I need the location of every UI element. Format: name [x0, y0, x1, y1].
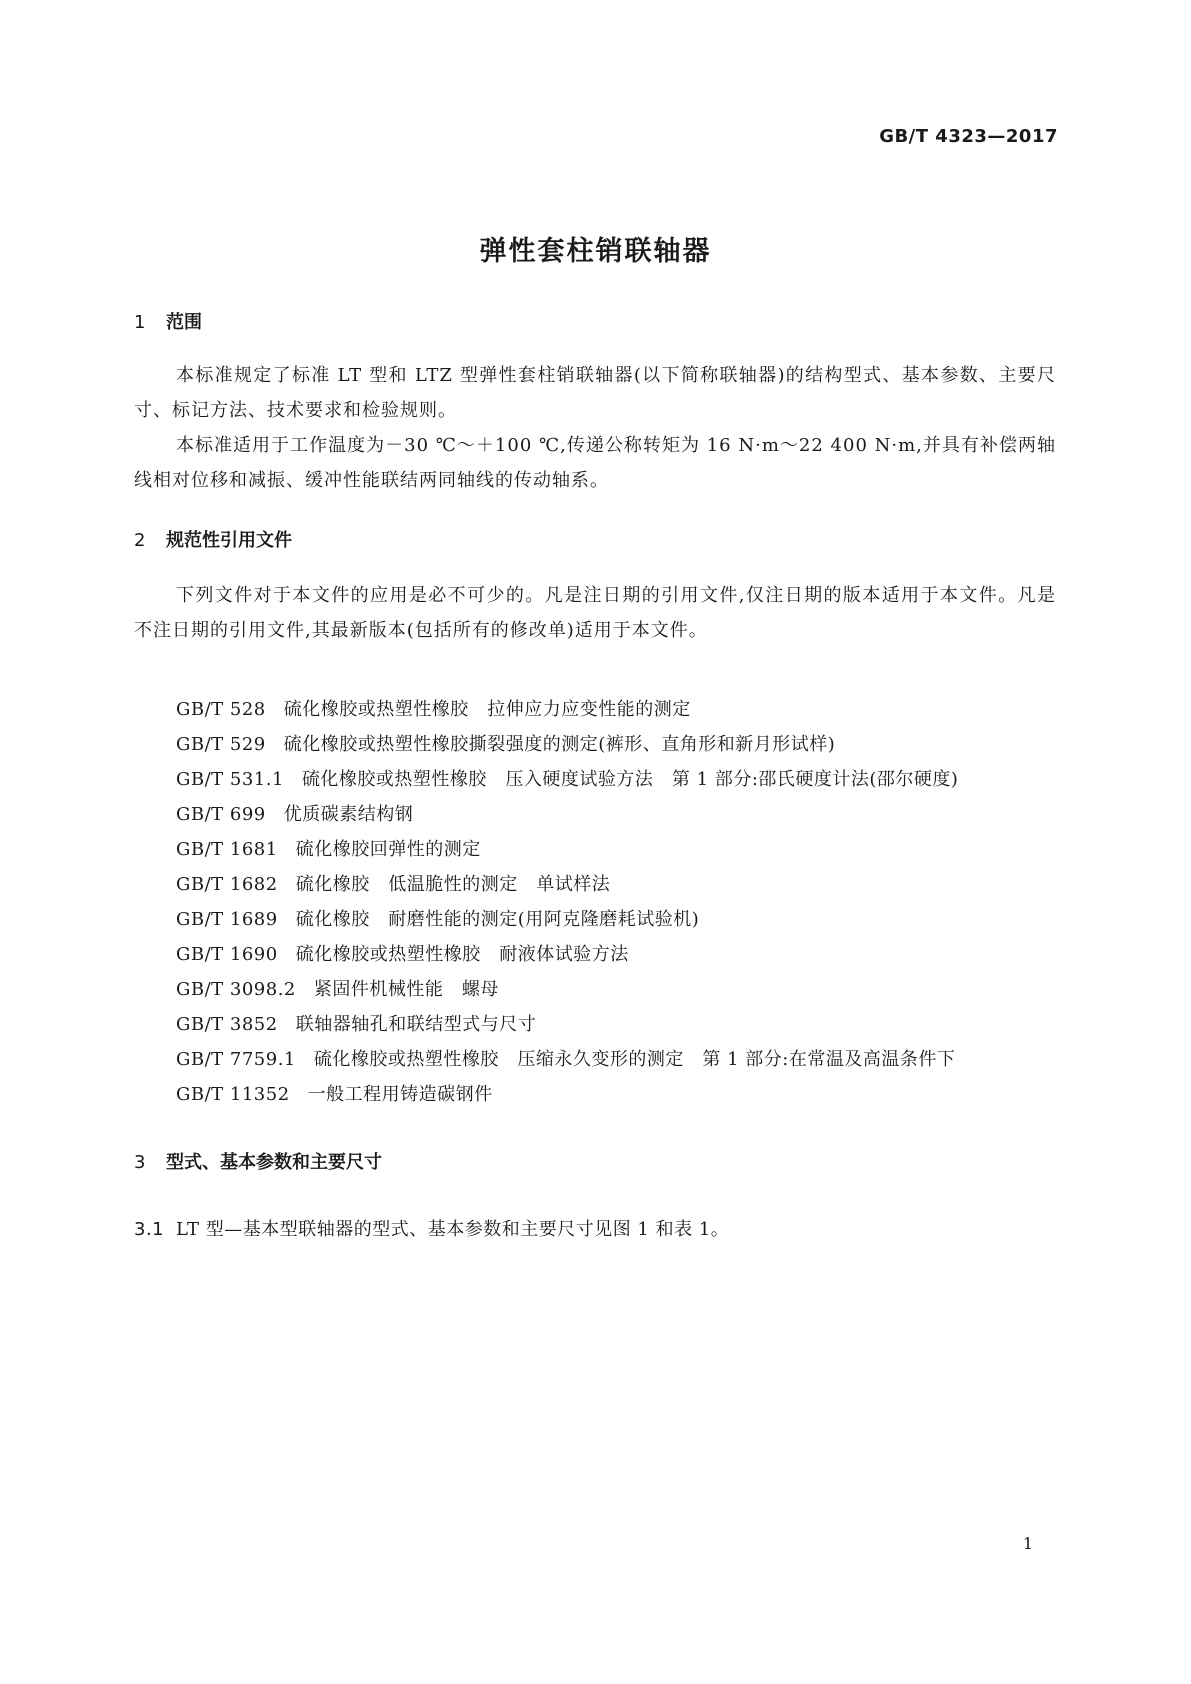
section-title: 范围: [166, 312, 202, 333]
reference-code: GB/T 529: [176, 734, 266, 755]
reference-item: [176, 972, 958, 1007]
reference-title: 一般工程用铸造碳钢件: [307, 1084, 493, 1105]
scope-paragraph-1: 本标准规定了标准 LT 型和 LTZ 型弹性套柱销联轴器(以下简称联轴器)的结构型式、基本参数、主要尺寸、标记方法、技术要求和检验规则。: [134, 365, 1056, 421]
reference-code: GB/T 1682: [176, 874, 278, 895]
normative-references-list: [176, 692, 958, 1112]
section-title: 规范性引用文件: [166, 530, 292, 551]
section-title: 型式、基本参数和主要尺寸: [166, 1152, 382, 1173]
reference-code: GB/T 531.1: [176, 769, 284, 790]
section-1-heading: [134, 308, 202, 334]
references-intro-paragraph: 下列文件对于本文件的应用是必不可少的。凡是注日期的引用文件,仅注日期的版本适用于本文件。凡是不注日期的引用文件,其最新版本(包括所有的修改单)适用于本文件。: [134, 585, 1056, 641]
section-3-heading: [134, 1148, 382, 1174]
scope-paragraph-2: 本标准适用于工作温度为－30 ℃～＋100 ℃,传递公称转矩为 16 N·m～22 400 N·m,并具有补偿两轴线相对位移和减振、缓冲性能联结两同轴线的传动轴系。: [134, 435, 1056, 491]
reference-title: 硫化橡胶或热塑性橡胶 压缩永久变形的测定 第 1 部分:在常温及高温条件下: [313, 1049, 956, 1070]
reference-item: [176, 937, 958, 972]
reference-item: [176, 1077, 958, 1112]
reference-code: GB/T 3098.2: [176, 979, 296, 1000]
clause-text: LT 型—基本型联轴器的型式、基本参数和主要尺寸见图 1 和表 1。: [176, 1219, 730, 1240]
reference-item: [176, 727, 958, 762]
reference-title: 硫化橡胶或热塑性橡胶 拉伸应力应变性能的测定: [283, 699, 691, 720]
reference-code: GB/T 1681: [176, 839, 278, 860]
reference-item: [176, 692, 958, 727]
reference-code: GB/T 7759.1: [176, 1049, 296, 1070]
reference-item: [176, 832, 958, 867]
reference-item: [176, 1042, 958, 1077]
reference-title: 优质碳素结构钢: [283, 804, 414, 825]
reference-code: GB/T 528: [176, 699, 266, 720]
clause-3-1: [134, 1215, 729, 1241]
reference-title: 硫化橡胶或热塑性橡胶 耐液体试验方法: [295, 944, 629, 965]
reference-code: GB/T 3852: [176, 1014, 278, 1035]
reference-code: GB/T 1689: [176, 909, 278, 930]
reference-title: 硫化橡胶回弹性的测定: [295, 839, 481, 860]
section-number: 2: [134, 530, 146, 551]
standard-code: GB/T 4323—2017: [879, 126, 1058, 147]
reference-item: [176, 867, 958, 902]
reference-code: GB/T 699: [176, 804, 266, 825]
section-number: 3: [134, 1152, 146, 1173]
reference-title: 硫化橡胶或热塑性橡胶 压入硬度试验方法 第 1 部分:邵氏硬度计法(邵尔硬度): [301, 769, 959, 790]
reference-title: 硫化橡胶 耐磨性能的测定(用阿克隆磨耗试验机): [295, 909, 700, 930]
reference-item: [176, 902, 958, 937]
reference-code: GB/T 11352: [176, 1084, 290, 1105]
reference-title: 联轴器轴孔和联结型式与尺寸: [295, 1014, 537, 1035]
reference-title: 紧固件机械性能 螺母: [313, 979, 499, 1000]
reference-item: [176, 797, 958, 832]
reference-item: [176, 762, 958, 797]
section-number: 1: [134, 312, 146, 333]
reference-code: GB/T 1690: [176, 944, 278, 965]
document-title: 弹性套柱销联轴器: [479, 236, 712, 267]
reference-title: 硫化橡胶或热塑性橡胶撕裂强度的测定(裤形、直角形和新月形试样): [283, 734, 836, 755]
section-2-heading: [134, 526, 292, 552]
clause-number: 3.1: [134, 1219, 165, 1240]
reference-title: 硫化橡胶 低温脆性的测定 单试样法: [295, 874, 611, 895]
page-number: 1: [1022, 1534, 1033, 1553]
reference-item: [176, 1007, 958, 1042]
